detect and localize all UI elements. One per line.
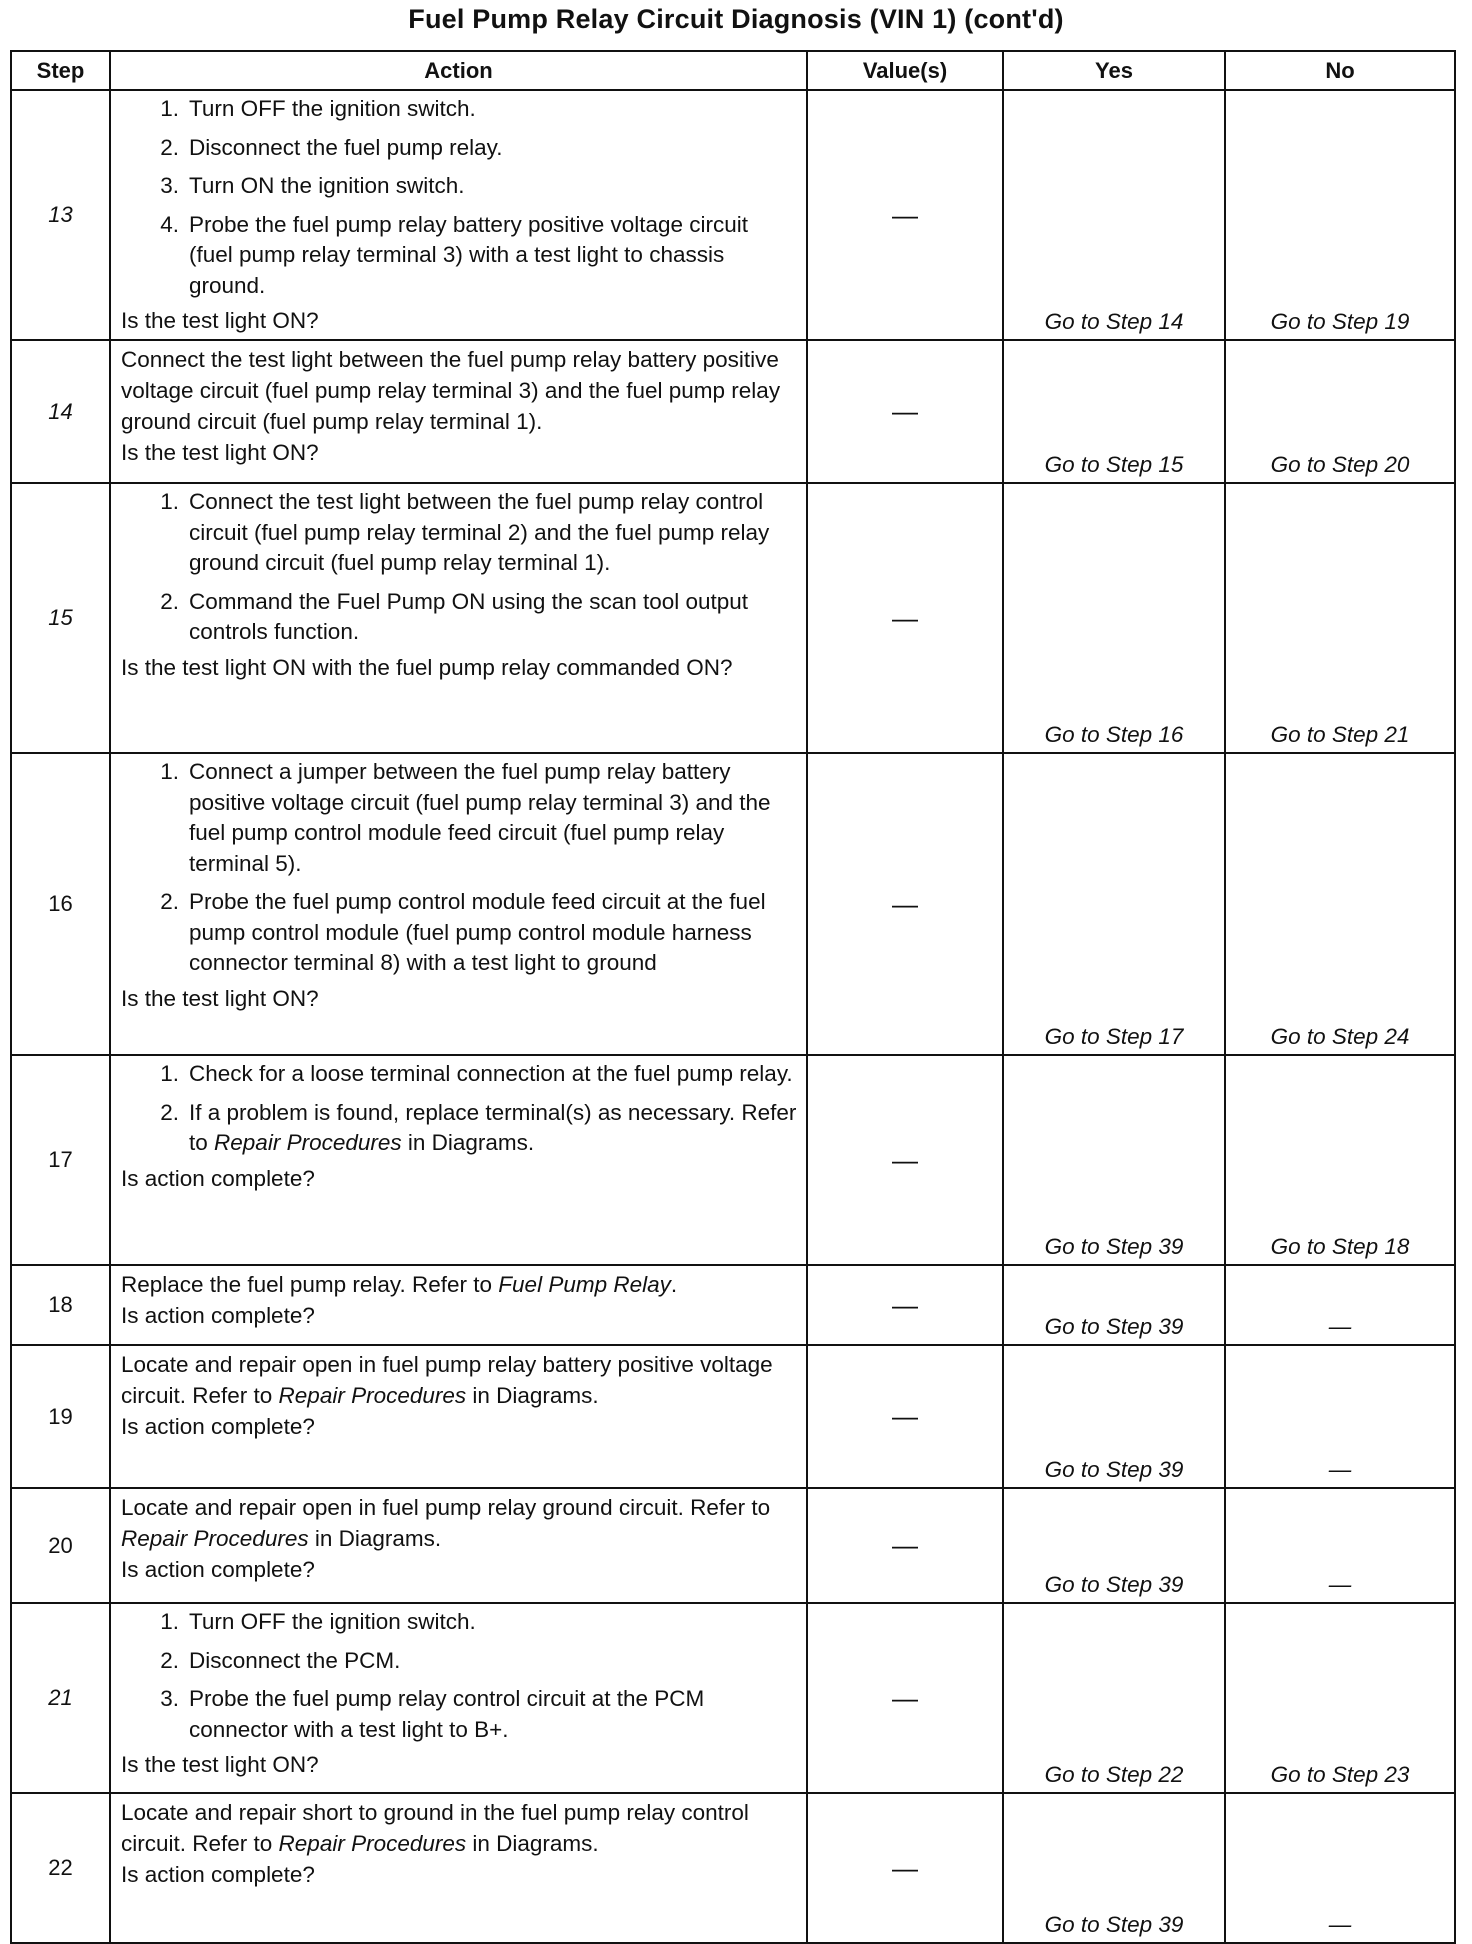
action-question: Is action complete? [121, 1557, 315, 1582]
step-number: 13 [11, 90, 110, 340]
page-title: Fuel Pump Relay Circuit Diagnosis (VIN 1) (cont'd) [408, 4, 1064, 34]
yes-cell: Go to Step 39 [1003, 1345, 1225, 1488]
action-cell [110, 483, 807, 753]
value-cell: — [807, 753, 1003, 1055]
action-question: Is action complete? [121, 1862, 315, 1887]
action-question: Is the test light ON? [121, 308, 319, 333]
step-number: 16 [11, 753, 110, 1055]
no-cell: Go to Step 19 [1225, 90, 1455, 340]
action-cell [110, 1793, 807, 1943]
no-cell: Go to Step 21 [1225, 483, 1455, 753]
value-cell: — [807, 340, 1003, 483]
step-number: 21 [11, 1603, 110, 1793]
table-row [11, 1488, 1455, 1603]
action-steps [121, 94, 798, 305]
value-cell: — [807, 1793, 1003, 1943]
yes-cell: Go to Step 16 [1003, 483, 1225, 753]
action-steps [121, 1059, 798, 1163]
header-step: Step [11, 51, 110, 90]
action-step: 1. Turn OFF the ignition switch. [160, 96, 476, 121]
action-text: Locate and repair short to ground in the fuel pump relay control circuit. Refer to Repair Procedures in Diagrams. [121, 1800, 749, 1856]
table-row [11, 1793, 1455, 1943]
action-question: Is the test light ON with the fuel pump relay commanded ON? [121, 654, 733, 680]
step-number: 20 [11, 1488, 110, 1603]
diagnosis-table [10, 50, 1456, 1944]
step-number: 14 [11, 340, 110, 483]
yes-cell: Go to Step 39 [1003, 1265, 1225, 1345]
action-step: 2. Probe the fuel pump control module feed circuit at the fuel pump control module (fuel pump control module harness connector terminal 8) with a test light to ground [160, 889, 766, 975]
table-row [11, 1345, 1455, 1488]
step-number: 18 [11, 1265, 110, 1345]
no-cell: — [1225, 1265, 1455, 1345]
table-row [11, 1055, 1455, 1265]
table-row [11, 753, 1455, 1055]
value-cell: — [807, 1488, 1003, 1603]
no-cell: — [1225, 1793, 1455, 1943]
value-cell: — [807, 1345, 1003, 1488]
header-no: No [1225, 51, 1455, 90]
action-cell [110, 1265, 807, 1345]
action-question: Is the test light ON? [121, 985, 319, 1011]
table-row [11, 1265, 1455, 1345]
action-question: Is the test light ON? [121, 440, 319, 465]
yes-cell: Go to Step 15 [1003, 340, 1225, 483]
header-value: Value(s) [807, 51, 1003, 90]
action-steps [121, 1607, 798, 1749]
value-cell: — [807, 483, 1003, 753]
yes-cell: Go to Step 39 [1003, 1055, 1225, 1265]
action-steps [121, 487, 798, 652]
table-row [11, 90, 1455, 340]
yes-cell: Go to Step 39 [1003, 1488, 1225, 1603]
action-cell [110, 753, 807, 1055]
action-text: Locate and repair open in fuel pump relay ground circuit. Refer to Repair Procedures in Diagrams. [121, 1495, 771, 1551]
action-step: 2. Command the Fuel Pump ON using the scan tool output controls function. [160, 588, 749, 644]
header-row [11, 51, 1455, 90]
action-step: 1. Check for a loose terminal connection at the fuel pump relay. [160, 1061, 793, 1086]
yes-cell: Go to Step 14 [1003, 90, 1225, 340]
action-step: 1. Turn OFF the ignition switch. [160, 1609, 476, 1634]
action-steps [121, 757, 798, 983]
action-text: Locate and repair open in fuel pump relay battery positive voltage circuit. Refer to Repair Procedures in Diagrams. [121, 1352, 773, 1408]
no-cell: Go to Step 20 [1225, 340, 1455, 483]
yes-cell: Go to Step 39 [1003, 1793, 1225, 1943]
table-row [11, 483, 1455, 753]
action-step: 4. Probe the fuel pump relay battery positive voltage circuit (fuel pump relay terminal 3) with a test light to chassis ground. [160, 211, 749, 298]
action-question: Is action complete? [121, 1414, 315, 1439]
header-action: Action [110, 51, 807, 90]
action-cell [110, 340, 807, 483]
action-step: 3. Probe the fuel pump relay control circuit at the PCM connector with a test light to B+. [160, 1686, 705, 1742]
action-cell [110, 1488, 807, 1603]
action-step: 2. Disconnect the PCM. [160, 1647, 401, 1673]
action-text: Replace the fuel pump relay. Refer to Fuel Pump Relay. [121, 1272, 678, 1297]
step-number: 19 [11, 1345, 110, 1488]
action-step: 2. Disconnect the fuel pump relay. [160, 134, 503, 160]
action-question: Is action complete? [121, 1165, 315, 1191]
action-cell [110, 1603, 807, 1793]
action-step: 1. Connect the test light between the fuel pump relay control circuit (fuel pump relay terminal 2) and the fuel pump relay ground circuit (fuel pump relay terminal 1). [160, 489, 770, 575]
step-number: 17 [11, 1055, 110, 1265]
action-question: Is action complete? [121, 1303, 315, 1328]
action-question: Is the test light ON? [121, 1752, 319, 1777]
no-cell: — [1225, 1488, 1455, 1603]
action-cell [110, 1345, 807, 1488]
no-cell: Go to Step 23 [1225, 1603, 1455, 1793]
action-step: 2. If a problem is found, replace terminal(s) as necessary. Refer to Repair Procedures in Diagrams. [160, 1099, 797, 1155]
value-cell: — [807, 90, 1003, 340]
no-cell: Go to Step 24 [1225, 753, 1455, 1055]
no-cell: — [1225, 1345, 1455, 1488]
table-row [11, 1603, 1455, 1793]
action-text: Connect the test light between the fuel pump relay battery positive voltage circuit (fuel pump relay terminal 3) and the fuel pump relay ground circuit (fuel pump relay terminal 1). [121, 347, 781, 434]
action-step: 1. Connect a jumper between the fuel pump relay battery positive voltage circuit (fuel pump relay terminal 3) and the fuel pump control module feed circuit (fuel pump relay terminal 5). [160, 759, 771, 876]
value-cell: — [807, 1055, 1003, 1265]
yes-cell: Go to Step 22 [1003, 1603, 1225, 1793]
action-cell [110, 90, 807, 340]
value-cell: — [807, 1265, 1003, 1345]
action-cell [110, 1055, 807, 1265]
value-cell: — [807, 1603, 1003, 1793]
table-row [11, 340, 1455, 483]
action-step: 3. Turn ON the ignition switch. [160, 173, 465, 198]
header-yes: Yes [1003, 51, 1225, 90]
step-number: 22 [11, 1793, 110, 1943]
step-number: 15 [11, 483, 110, 753]
yes-cell: Go to Step 17 [1003, 753, 1225, 1055]
no-cell: Go to Step 18 [1225, 1055, 1455, 1265]
